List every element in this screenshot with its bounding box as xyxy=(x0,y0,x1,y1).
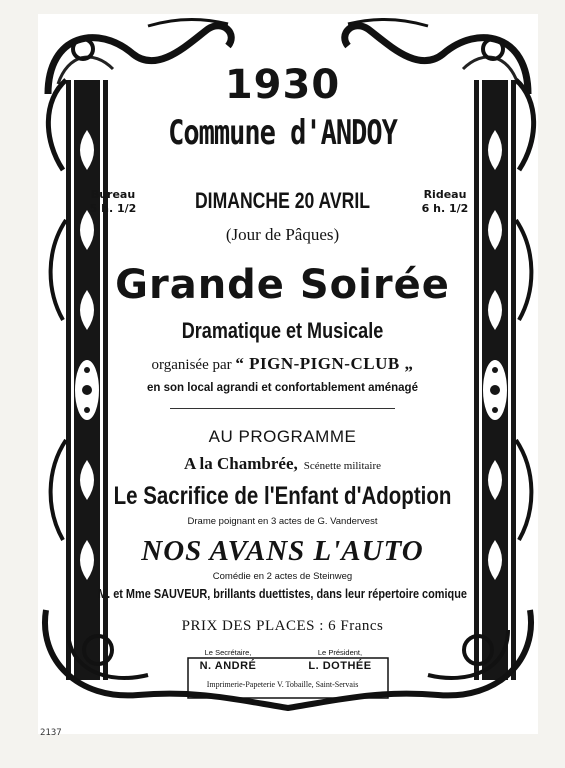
poster-year: 1930 xyxy=(224,62,341,108)
secretary-name: N. ANDRÉ xyxy=(199,660,257,672)
president-signature xyxy=(280,648,400,672)
program-item-3-title: NOS AVANS L'AUTO xyxy=(141,535,424,567)
printer-imprint: Imprimerie-Papeterie V. Tobaille, Saint-Servais xyxy=(206,680,359,689)
bureau-time: 5 h. 1/2 xyxy=(89,202,137,215)
organizer-line xyxy=(0,354,565,374)
program-item-3-note: Comédie en 2 actes de Steinweg xyxy=(212,571,353,582)
organizer-name: “ PIGN-PIGN-CLUB „ xyxy=(235,354,414,373)
bureau-label: Bureau xyxy=(90,188,136,201)
program-item-2-title: Le Sacrifice de l'Enfant d'Adoption xyxy=(113,482,452,510)
venue-line: en son local agrandi et confortablement aménagé xyxy=(147,382,418,394)
program-item-2-note: Drame poignant en 3 actes de G. Vandervest xyxy=(187,516,378,527)
organizer-prefix: organisée par xyxy=(151,357,232,373)
commune-title: Commune d'ANDOY xyxy=(168,114,397,153)
subheadline: Dramatique et Musicale xyxy=(181,318,384,343)
holiday-note: (Jour de Pâques) xyxy=(225,225,340,244)
president-name: L. DOTHÉE xyxy=(308,660,372,672)
headline: Grande Soirée xyxy=(115,262,450,308)
secretary-role: Le Secrétaire, xyxy=(204,648,252,657)
program-item-1-note: Scénette militaire xyxy=(303,460,382,472)
event-date: DIMANCHE 20 AVRIL xyxy=(194,188,371,213)
archive-mark: 2137 xyxy=(40,728,62,738)
ticket-price: PRIX DES PLACES : 6 Francs xyxy=(181,618,384,634)
program-item-1-title: A la Chambrée, xyxy=(183,454,298,473)
program-item-1 xyxy=(0,454,565,474)
president-role: Le Président, xyxy=(317,648,363,657)
rideau-time: 6 h. 1/2 xyxy=(421,202,469,215)
program-item-4: M. et Mme SAUVEUR, brillants duettistes, dans leur répertoire comique xyxy=(98,586,467,601)
divider xyxy=(170,408,395,409)
program-heading: AU PROGRAMME xyxy=(208,427,357,446)
rideau-label: Rideau xyxy=(423,188,467,201)
secretary-signature xyxy=(168,648,288,672)
